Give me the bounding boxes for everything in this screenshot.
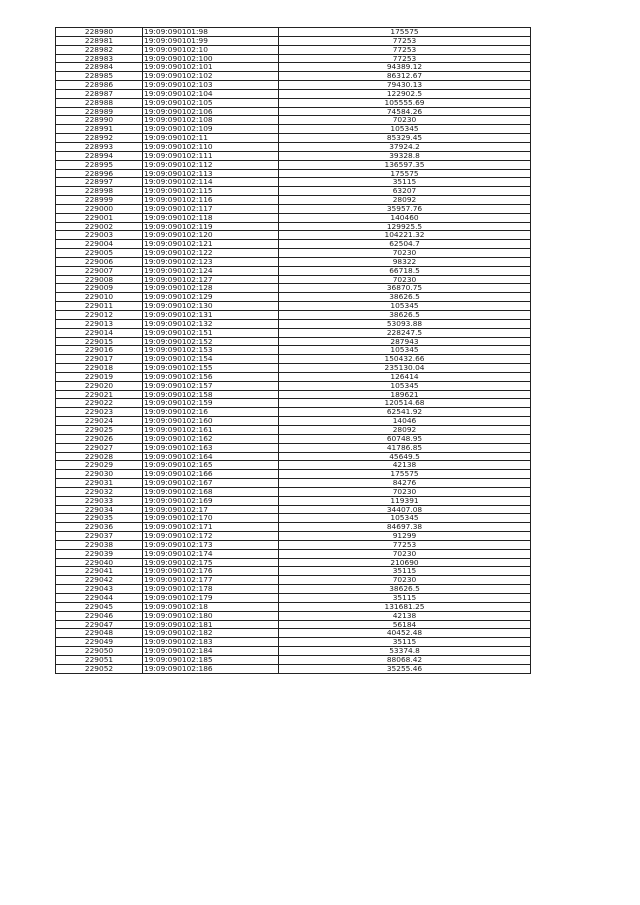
row-id-cell: 229020 (56, 381, 143, 390)
cadastral-number-cell: 19:09:090102:109 (143, 125, 279, 134)
value-cell: 28092 (279, 425, 531, 434)
table-row (56, 160, 531, 169)
cadastral-number-cell: 19:09:090102:132 (143, 319, 279, 328)
value-cell: 105345 (279, 346, 531, 355)
cadastral-number-cell: 19:09:090102:100 (143, 54, 279, 63)
table-row (56, 417, 531, 426)
row-id-cell: 229025 (56, 425, 143, 434)
row-id-cell: 228988 (56, 98, 143, 107)
table-row (56, 372, 531, 381)
row-id-cell: 229046 (56, 611, 143, 620)
cadastral-number-cell: 19:09:090102:110 (143, 142, 279, 151)
table-row (56, 275, 531, 284)
table-row (56, 443, 531, 452)
value-cell: 77253 (279, 54, 531, 63)
table-row (56, 213, 531, 222)
value-cell: 119391 (279, 496, 531, 505)
table-row (56, 54, 531, 63)
value-cell: 41786.85 (279, 443, 531, 452)
row-id-cell: 228987 (56, 89, 143, 98)
value-cell: 53093.88 (279, 319, 531, 328)
cadastral-number-cell: 19:09:090102:16 (143, 408, 279, 417)
table-row (56, 523, 531, 532)
row-id-cell: 229051 (56, 655, 143, 664)
table-row (56, 328, 531, 337)
table-row (56, 302, 531, 311)
table-row (56, 204, 531, 213)
table-row (56, 399, 531, 408)
cadastral-number-cell: 19:09:090102:157 (143, 381, 279, 390)
value-cell: 35255.46 (279, 664, 531, 673)
cadastral-number-cell: 19:09:090102:168 (143, 487, 279, 496)
cadastral-number-cell: 19:09:090102:166 (143, 470, 279, 479)
row-id-cell: 229019 (56, 372, 143, 381)
cadastral-number-cell: 19:09:090102:181 (143, 620, 279, 629)
cadastral-number-cell: 19:09:090102:10 (143, 45, 279, 54)
cadastral-number-cell: 19:09:090102:131 (143, 311, 279, 320)
cadastral-number-cell: 19:09:090102:154 (143, 355, 279, 364)
value-cell: 70230 (279, 487, 531, 496)
cadastral-number-cell: 19:09:090102:153 (143, 346, 279, 355)
cadastral-number-cell: 19:09:090102:160 (143, 417, 279, 426)
row-id-cell: 229027 (56, 443, 143, 452)
row-id-cell: 229038 (56, 540, 143, 549)
table-row (56, 585, 531, 594)
value-cell: 70230 (279, 275, 531, 284)
cadastral-number-cell: 19:09:090102:163 (143, 443, 279, 452)
cadastral-number-cell: 19:09:090102:180 (143, 611, 279, 620)
row-id-cell: 229010 (56, 293, 143, 302)
row-id-cell: 229042 (56, 576, 143, 585)
table-body (56, 28, 531, 674)
row-id-cell: 229002 (56, 222, 143, 231)
table-row (56, 107, 531, 116)
row-id-cell: 228981 (56, 36, 143, 45)
value-cell: 34407.08 (279, 505, 531, 514)
value-cell: 35115 (279, 178, 531, 187)
value-cell: 129925.5 (279, 222, 531, 231)
table-row (56, 620, 531, 629)
table-row (56, 549, 531, 558)
value-cell: 136597.35 (279, 160, 531, 169)
table-row (56, 89, 531, 98)
row-id-cell: 229028 (56, 452, 143, 461)
table-row (56, 381, 531, 390)
table-row (56, 540, 531, 549)
table-row (56, 664, 531, 673)
value-cell: 39328.8 (279, 151, 531, 160)
cadastral-number-cell: 19:09:090102:129 (143, 293, 279, 302)
value-cell: 35115 (279, 567, 531, 576)
row-id-cell: 229011 (56, 302, 143, 311)
table-row (56, 178, 531, 187)
row-id-cell: 228992 (56, 134, 143, 143)
row-id-cell: 229034 (56, 505, 143, 514)
cadastral-number-cell: 19:09:090102:179 (143, 594, 279, 603)
row-id-cell: 229030 (56, 470, 143, 479)
row-id-cell: 229035 (56, 514, 143, 523)
row-id-cell: 229047 (56, 620, 143, 629)
table-row (56, 257, 531, 266)
value-cell: 53374.8 (279, 647, 531, 656)
cadastral-number-cell: 19:09:090102:185 (143, 655, 279, 664)
table-row (56, 470, 531, 479)
value-cell: 84697.38 (279, 523, 531, 532)
value-cell: 42138 (279, 611, 531, 620)
value-cell: 88068.42 (279, 655, 531, 664)
table-row (56, 452, 531, 461)
cadastral-number-cell: 19:09:090102:155 (143, 364, 279, 373)
value-cell: 70230 (279, 576, 531, 585)
row-id-cell: 228999 (56, 196, 143, 205)
cadastral-number-cell: 19:09:090102:105 (143, 98, 279, 107)
row-id-cell: 229040 (56, 558, 143, 567)
cadastral-number-cell: 19:09:090102:183 (143, 638, 279, 647)
cadastral-number-cell: 19:09:090102:165 (143, 461, 279, 470)
table-row (56, 249, 531, 258)
value-cell: 70230 (279, 249, 531, 258)
table-row (56, 355, 531, 364)
table-row (56, 611, 531, 620)
table-row (56, 364, 531, 373)
row-id-cell: 229008 (56, 275, 143, 284)
row-id-cell: 229009 (56, 284, 143, 293)
row-id-cell: 228993 (56, 142, 143, 151)
table-row (56, 337, 531, 346)
value-cell: 175575 (279, 470, 531, 479)
value-cell: 74584.26 (279, 107, 531, 116)
row-id-cell: 229004 (56, 240, 143, 249)
value-cell: 45649.5 (279, 452, 531, 461)
row-id-cell: 228980 (56, 28, 143, 37)
cadastral-number-cell: 19:09:090102:104 (143, 89, 279, 98)
row-id-cell: 228990 (56, 116, 143, 125)
cadastral-number-cell: 19:09:090102:112 (143, 160, 279, 169)
value-cell: 189621 (279, 390, 531, 399)
cadastral-number-cell: 19:09:090102:119 (143, 222, 279, 231)
table-row (56, 461, 531, 470)
value-cell: 140460 (279, 213, 531, 222)
row-id-cell: 229023 (56, 408, 143, 417)
cadastral-number-cell: 19:09:090102:173 (143, 540, 279, 549)
value-cell: 84276 (279, 479, 531, 488)
parcel-value-table (55, 27, 531, 674)
row-id-cell: 229000 (56, 204, 143, 213)
row-id-cell: 229015 (56, 337, 143, 346)
cadastral-number-cell: 19:09:090102:130 (143, 302, 279, 311)
cadastral-number-cell: 19:09:090102:120 (143, 231, 279, 240)
row-id-cell: 228985 (56, 72, 143, 81)
value-cell: 98322 (279, 257, 531, 266)
table-row (56, 638, 531, 647)
table-row (56, 514, 531, 523)
cadastral-number-cell: 19:09:090102:177 (143, 576, 279, 585)
value-cell: 38626.5 (279, 311, 531, 320)
row-id-cell: 229043 (56, 585, 143, 594)
row-id-cell: 228982 (56, 45, 143, 54)
value-cell: 35115 (279, 594, 531, 603)
cadastral-number-cell: 19:09:090102:103 (143, 81, 279, 90)
value-cell: 56184 (279, 620, 531, 629)
table-row (56, 98, 531, 107)
row-id-cell: 229021 (56, 390, 143, 399)
row-id-cell: 229048 (56, 629, 143, 638)
table-row (56, 629, 531, 638)
table-row (56, 231, 531, 240)
cadastral-number-cell: 19:09:090102:121 (143, 240, 279, 249)
table-row (56, 346, 531, 355)
value-cell: 62504.7 (279, 240, 531, 249)
table-row (56, 142, 531, 151)
cadastral-number-cell: 19:09:090102:108 (143, 116, 279, 125)
row-id-cell: 229033 (56, 496, 143, 505)
row-id-cell: 229032 (56, 487, 143, 496)
value-cell: 210690 (279, 558, 531, 567)
cadastral-number-cell: 19:09:090102:186 (143, 664, 279, 673)
cadastral-number-cell: 19:09:090102:158 (143, 390, 279, 399)
value-cell: 126414 (279, 372, 531, 381)
table-row (56, 505, 531, 514)
row-id-cell: 228983 (56, 54, 143, 63)
table-row (56, 240, 531, 249)
cadastral-number-cell: 19:09:090102:115 (143, 187, 279, 196)
row-id-cell: 229007 (56, 266, 143, 275)
table-row (56, 425, 531, 434)
row-id-cell: 229012 (56, 311, 143, 320)
table-row (56, 293, 531, 302)
cadastral-number-cell: 19:09:090102:170 (143, 514, 279, 523)
cadastral-number-cell: 19:09:090102:106 (143, 107, 279, 116)
table-row (56, 284, 531, 293)
value-cell: 131681.25 (279, 602, 531, 611)
row-id-cell: 229006 (56, 257, 143, 266)
value-cell: 77253 (279, 36, 531, 45)
table-row (56, 169, 531, 178)
table-row (56, 36, 531, 45)
table-row (56, 125, 531, 134)
table-row (56, 319, 531, 328)
value-cell: 105345 (279, 514, 531, 523)
value-cell: 37924.2 (279, 142, 531, 151)
cadastral-number-cell: 19:09:090102:127 (143, 275, 279, 284)
table-row (56, 390, 531, 399)
cadastral-number-cell: 19:09:090102:17 (143, 505, 279, 514)
table-row (56, 187, 531, 196)
value-cell: 104221.32 (279, 231, 531, 240)
cadastral-number-cell: 19:09:090102:184 (143, 647, 279, 656)
value-cell: 175575 (279, 169, 531, 178)
table-row (56, 647, 531, 656)
value-cell: 105345 (279, 125, 531, 134)
cadastral-number-cell: 19:09:090102:111 (143, 151, 279, 160)
row-id-cell: 228997 (56, 178, 143, 187)
value-cell: 85329.45 (279, 134, 531, 143)
value-cell: 62541.92 (279, 408, 531, 417)
value-cell: 28092 (279, 196, 531, 205)
row-id-cell: 229022 (56, 399, 143, 408)
cadastral-number-cell: 19:09:090102:102 (143, 72, 279, 81)
value-cell: 94389.12 (279, 63, 531, 72)
cadastral-number-cell: 19:09:090102:174 (143, 549, 279, 558)
cadastral-number-cell: 19:09:090102:151 (143, 328, 279, 337)
value-cell: 235130.04 (279, 364, 531, 373)
row-id-cell: 229041 (56, 567, 143, 576)
row-id-cell: 228989 (56, 107, 143, 116)
value-cell: 70230 (279, 549, 531, 558)
value-cell: 105345 (279, 302, 531, 311)
row-id-cell: 229052 (56, 664, 143, 673)
row-id-cell: 229001 (56, 213, 143, 222)
row-id-cell: 229003 (56, 231, 143, 240)
row-id-cell: 229037 (56, 532, 143, 541)
row-id-cell: 229005 (56, 249, 143, 258)
value-cell: 38626.5 (279, 293, 531, 302)
value-cell: 60748.95 (279, 434, 531, 443)
table-row (56, 81, 531, 90)
cadastral-number-cell: 19:09:090102:124 (143, 266, 279, 275)
row-id-cell: 228998 (56, 187, 143, 196)
table-row (56, 63, 531, 72)
table-row (56, 487, 531, 496)
cadastral-number-cell: 19:09:090102:123 (143, 257, 279, 266)
value-cell: 40452.48 (279, 629, 531, 638)
cadastral-number-cell: 19:09:090102:167 (143, 479, 279, 488)
table-row (56, 496, 531, 505)
row-id-cell: 229016 (56, 346, 143, 355)
cadastral-number-cell: 19:09:090102:113 (143, 169, 279, 178)
value-cell: 105345 (279, 381, 531, 390)
row-id-cell: 229039 (56, 549, 143, 558)
table-row (56, 72, 531, 81)
row-id-cell: 229018 (56, 364, 143, 373)
table-row (56, 28, 531, 37)
value-cell: 287943 (279, 337, 531, 346)
table-row (56, 532, 531, 541)
table-row (56, 434, 531, 443)
row-id-cell: 228984 (56, 63, 143, 72)
table-row (56, 479, 531, 488)
value-cell: 35957.76 (279, 204, 531, 213)
value-cell: 120514.68 (279, 399, 531, 408)
cadastral-number-cell: 19:09:090102:172 (143, 532, 279, 541)
row-id-cell: 229049 (56, 638, 143, 647)
cadastral-number-cell: 19:09:090101:98 (143, 28, 279, 37)
row-id-cell: 229014 (56, 328, 143, 337)
cadastral-number-cell: 19:09:090102:175 (143, 558, 279, 567)
cadastral-number-cell: 19:09:090102:116 (143, 196, 279, 205)
table-row (56, 196, 531, 205)
row-id-cell: 228986 (56, 81, 143, 90)
value-cell: 66718.5 (279, 266, 531, 275)
row-id-cell: 229044 (56, 594, 143, 603)
row-id-cell: 228994 (56, 151, 143, 160)
table-row (56, 222, 531, 231)
cadastral-number-cell: 19:09:090102:117 (143, 204, 279, 213)
table-row (56, 116, 531, 125)
value-cell: 42138 (279, 461, 531, 470)
row-id-cell: 229050 (56, 647, 143, 656)
value-cell: 122902.5 (279, 89, 531, 98)
table-row (56, 311, 531, 320)
row-id-cell: 229024 (56, 417, 143, 426)
row-id-cell: 229017 (56, 355, 143, 364)
row-id-cell: 229013 (56, 319, 143, 328)
table-row (56, 602, 531, 611)
value-cell: 38626.5 (279, 585, 531, 594)
row-id-cell: 228991 (56, 125, 143, 134)
cadastral-number-cell: 19:09:090102:18 (143, 602, 279, 611)
row-id-cell: 229029 (56, 461, 143, 470)
cadastral-number-cell: 19:09:090102:162 (143, 434, 279, 443)
table-row (56, 567, 531, 576)
cadastral-number-cell: 19:09:090102:122 (143, 249, 279, 258)
cadastral-number-cell: 19:09:090102:169 (143, 496, 279, 505)
value-cell: 36870.75 (279, 284, 531, 293)
cadastral-number-cell: 19:09:090102:156 (143, 372, 279, 381)
value-cell: 91299 (279, 532, 531, 541)
value-cell: 79430.13 (279, 81, 531, 90)
value-cell: 35115 (279, 638, 531, 647)
table-row (56, 45, 531, 54)
table-row (56, 655, 531, 664)
table-row (56, 408, 531, 417)
value-cell: 63207 (279, 187, 531, 196)
value-cell: 105555.69 (279, 98, 531, 107)
table-row (56, 558, 531, 567)
value-cell: 150432.66 (279, 355, 531, 364)
row-id-cell: 228995 (56, 160, 143, 169)
value-cell: 175575 (279, 28, 531, 37)
cadastral-number-cell: 19:09:090102:164 (143, 452, 279, 461)
table-row (56, 151, 531, 160)
cadastral-number-cell: 19:09:090102:159 (143, 399, 279, 408)
cadastral-number-cell: 19:09:090102:178 (143, 585, 279, 594)
cadastral-number-cell: 19:09:090102:101 (143, 63, 279, 72)
value-cell: 86312.67 (279, 72, 531, 81)
cadastral-number-cell: 19:09:090102:11 (143, 134, 279, 143)
cadastral-number-cell: 19:09:090101:99 (143, 36, 279, 45)
cadastral-number-cell: 19:09:090102:171 (143, 523, 279, 532)
cadastral-number-cell: 19:09:090102:118 (143, 213, 279, 222)
cadastral-number-cell: 19:09:090102:114 (143, 178, 279, 187)
value-cell: 77253 (279, 45, 531, 54)
row-id-cell: 229036 (56, 523, 143, 532)
table-row (56, 594, 531, 603)
row-id-cell: 229045 (56, 602, 143, 611)
table-row (56, 266, 531, 275)
value-cell: 70230 (279, 116, 531, 125)
cadastral-number-cell: 19:09:090102:182 (143, 629, 279, 638)
row-id-cell: 228996 (56, 169, 143, 178)
cadastral-number-cell: 19:09:090102:152 (143, 337, 279, 346)
value-cell: 228247.5 (279, 328, 531, 337)
row-id-cell: 229026 (56, 434, 143, 443)
value-cell: 77253 (279, 540, 531, 549)
cadastral-number-cell: 19:09:090102:176 (143, 567, 279, 576)
cadastral-number-cell: 19:09:090102:128 (143, 284, 279, 293)
row-id-cell: 229031 (56, 479, 143, 488)
table-row (56, 134, 531, 143)
cadastral-number-cell: 19:09:090102:161 (143, 425, 279, 434)
value-cell: 14046 (279, 417, 531, 426)
table-row (56, 576, 531, 585)
